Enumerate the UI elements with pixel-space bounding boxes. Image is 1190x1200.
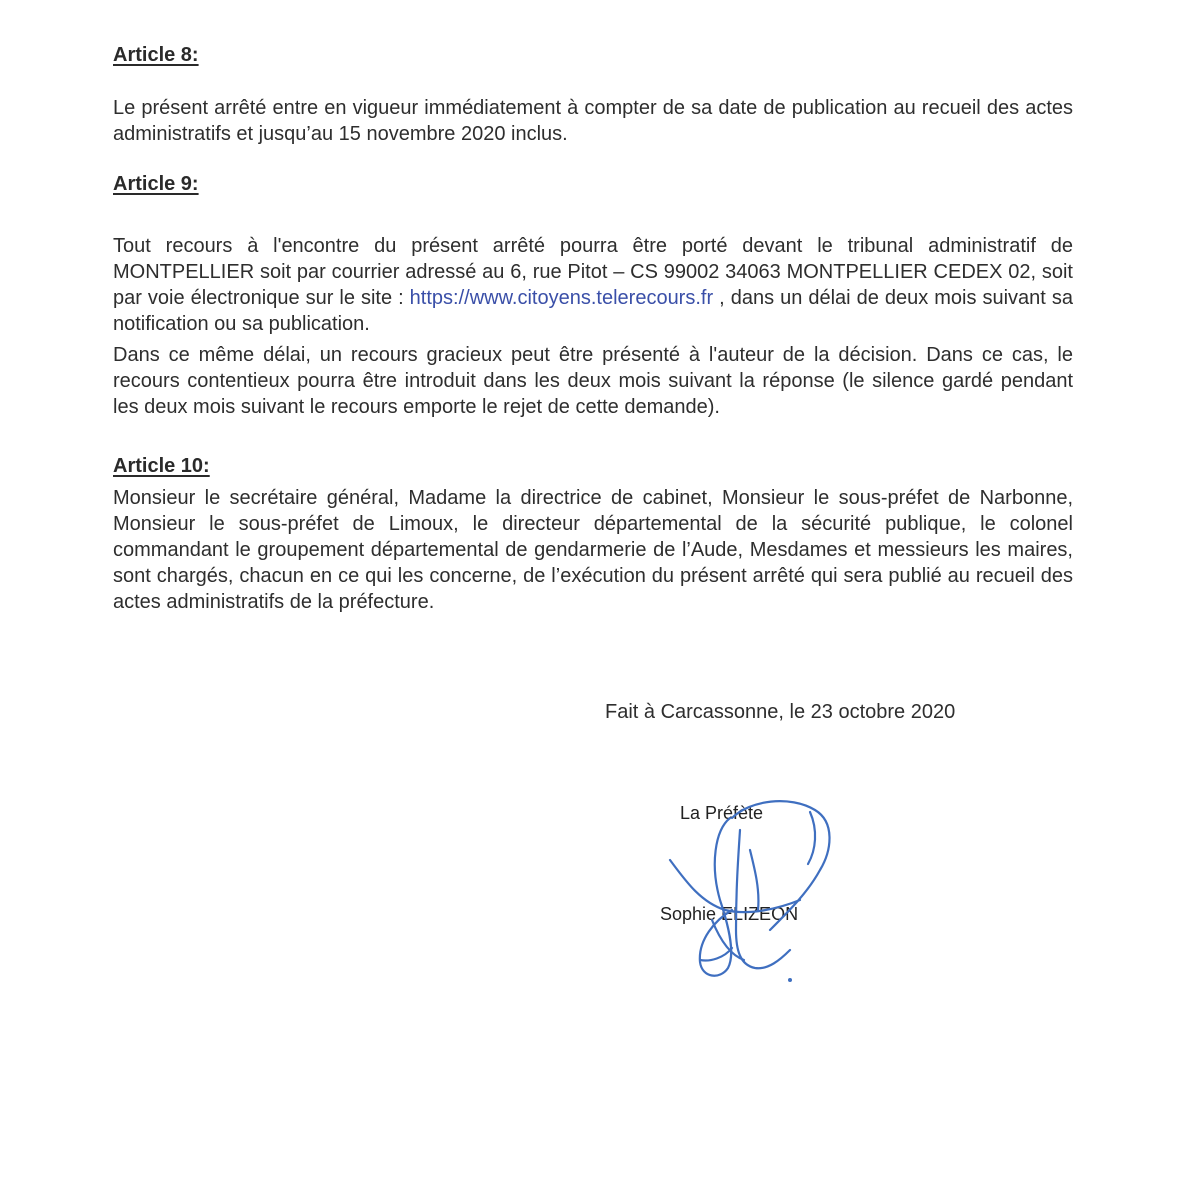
- signer-title: La Préfète: [680, 803, 764, 823]
- handwritten-signature: [640, 790, 860, 990]
- article-9-text-before-link: Tout recours à l'encontre du présent arrêté pourra être porté devant le tribunal administratif de MONTPELLIER soit par courrier adressé au 6, rue Pitot – CS 99002 34063 MONTPELLIER CEDEX 02, soit par voie électronique sur le site :: [113, 235, 1073, 309]
- signer-name: Sophie ELIZEON: [660, 904, 799, 924]
- article-8-text: Le présent arrêté entre en vigueur immédiatement à compter de sa date de publication au recueil des actes administratifs et jusqu’au 15 novembre 2020 inclus.: [113, 97, 1073, 145]
- article-9-paragraph-1: [113, 233, 1073, 337]
- article-8-heading: Article 8:: [113, 44, 199, 66]
- article-9-paragraph-2: Dans ce même délai, un recours gracieux peut être présenté à l'auteur de la décision. Dans ce cas, le recours contentieux pourra être introduit dans les deux mois suivant la réponse (le silence gardé pendant les deux mois suivant le recours emporte le rejet de cette demande).: [113, 344, 1073, 418]
- article-10-heading: Article 10:: [113, 455, 210, 477]
- article-9-text-after-link: , dans un délai de deux mois suivant sa notification ou sa publication.: [113, 287, 1073, 335]
- place-date: Fait à Carcassonne, le 23 octobre 2020: [605, 701, 956, 723]
- article-9-heading: Article 9:: [113, 173, 199, 195]
- article-10-text: Monsieur le secrétaire général, Madame la directrice de cabinet, Monsieur le sous-préfet de Narbonne, Monsieur le sous-préfet de Limoux, le directeur départemental de la sécurité publique, le colonel commandant le groupement départemental de gendarmerie de l’Aude, Mesdames et messieurs les maires, sont chargés, chacun en ce qui les concerne, de l’exécution du présent arrêté qui sera publié au recueil des actes administratifs de la préfecture.: [113, 487, 1073, 613]
- telerecours-link[interactable]: https://www.citoyens.telerecours.fr: [409, 287, 714, 309]
